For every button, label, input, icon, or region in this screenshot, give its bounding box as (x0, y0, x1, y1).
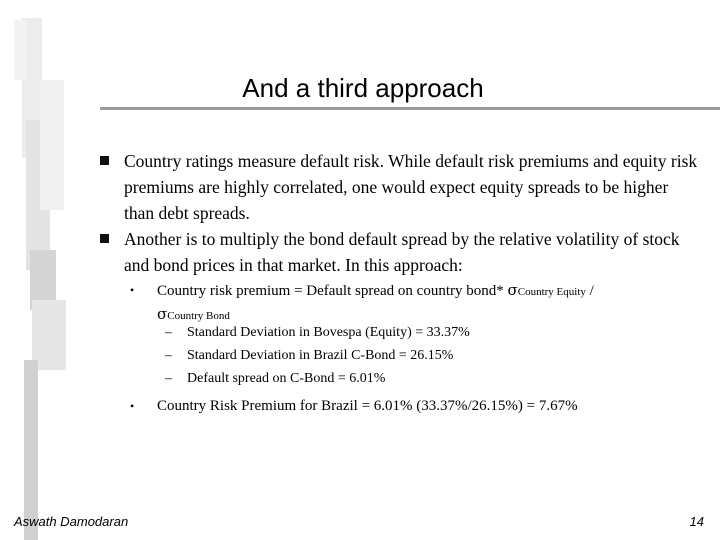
sub-bullet-2-text: Country Risk Premium for Brazil = 6.01% (33.37%/26.15%) = 7.67% (157, 398, 578, 414)
dash-bullet-icon: – (165, 325, 172, 340)
dash-bullet-icon: – (165, 348, 172, 363)
dash-bullet-icon: – (165, 371, 172, 386)
dot-bullet-icon: • (130, 283, 135, 297)
dot-bullet-icon: • (130, 399, 135, 413)
slide-title: And a third approach (242, 73, 484, 103)
decor-bar-4 (40, 80, 64, 210)
sigma-symbol: σ (157, 305, 168, 323)
subsub-bullet-1-text: Standard Deviation in Bovespa (Equity) = 33.37% (187, 325, 470, 340)
sub-bullet-1-prefix: Country risk premium = Default spread on country bond* (157, 283, 508, 299)
sigma-symbol: σ (507, 281, 518, 299)
decor-bar-7 (14, 20, 26, 80)
decor-bar-6 (24, 360, 38, 540)
sub-bullet-1-text (157, 279, 700, 327)
subsub-bullet-2-text: Standard Deviation in Brazil C-Bond = 26.15% (187, 348, 454, 363)
title-underline (100, 107, 720, 110)
footer-author: Aswath Damodaran (14, 514, 129, 529)
square-bullet-icon (100, 234, 109, 243)
subsub-bullet-3-text: Default spread on C-Bond = 6.01% (187, 371, 386, 386)
subscript-country-equity: Country Equity (517, 286, 586, 298)
subscript-country-bond: Country Bond (167, 310, 230, 322)
slash-text: / (585, 283, 594, 299)
square-bullet-icon (100, 156, 109, 165)
bullet-1-text: Country ratings measure default risk. While default risk premiums and equity risk premiums are highly correlated, one would expect equity spreads to be higher than debt spreads. (124, 151, 698, 223)
footer-page-number: 14 (689, 514, 704, 529)
bullet-2-text: Another is to multiply the bond default spread by the relative volatility of stock and bond prices in that market. In this approach: (124, 229, 680, 275)
